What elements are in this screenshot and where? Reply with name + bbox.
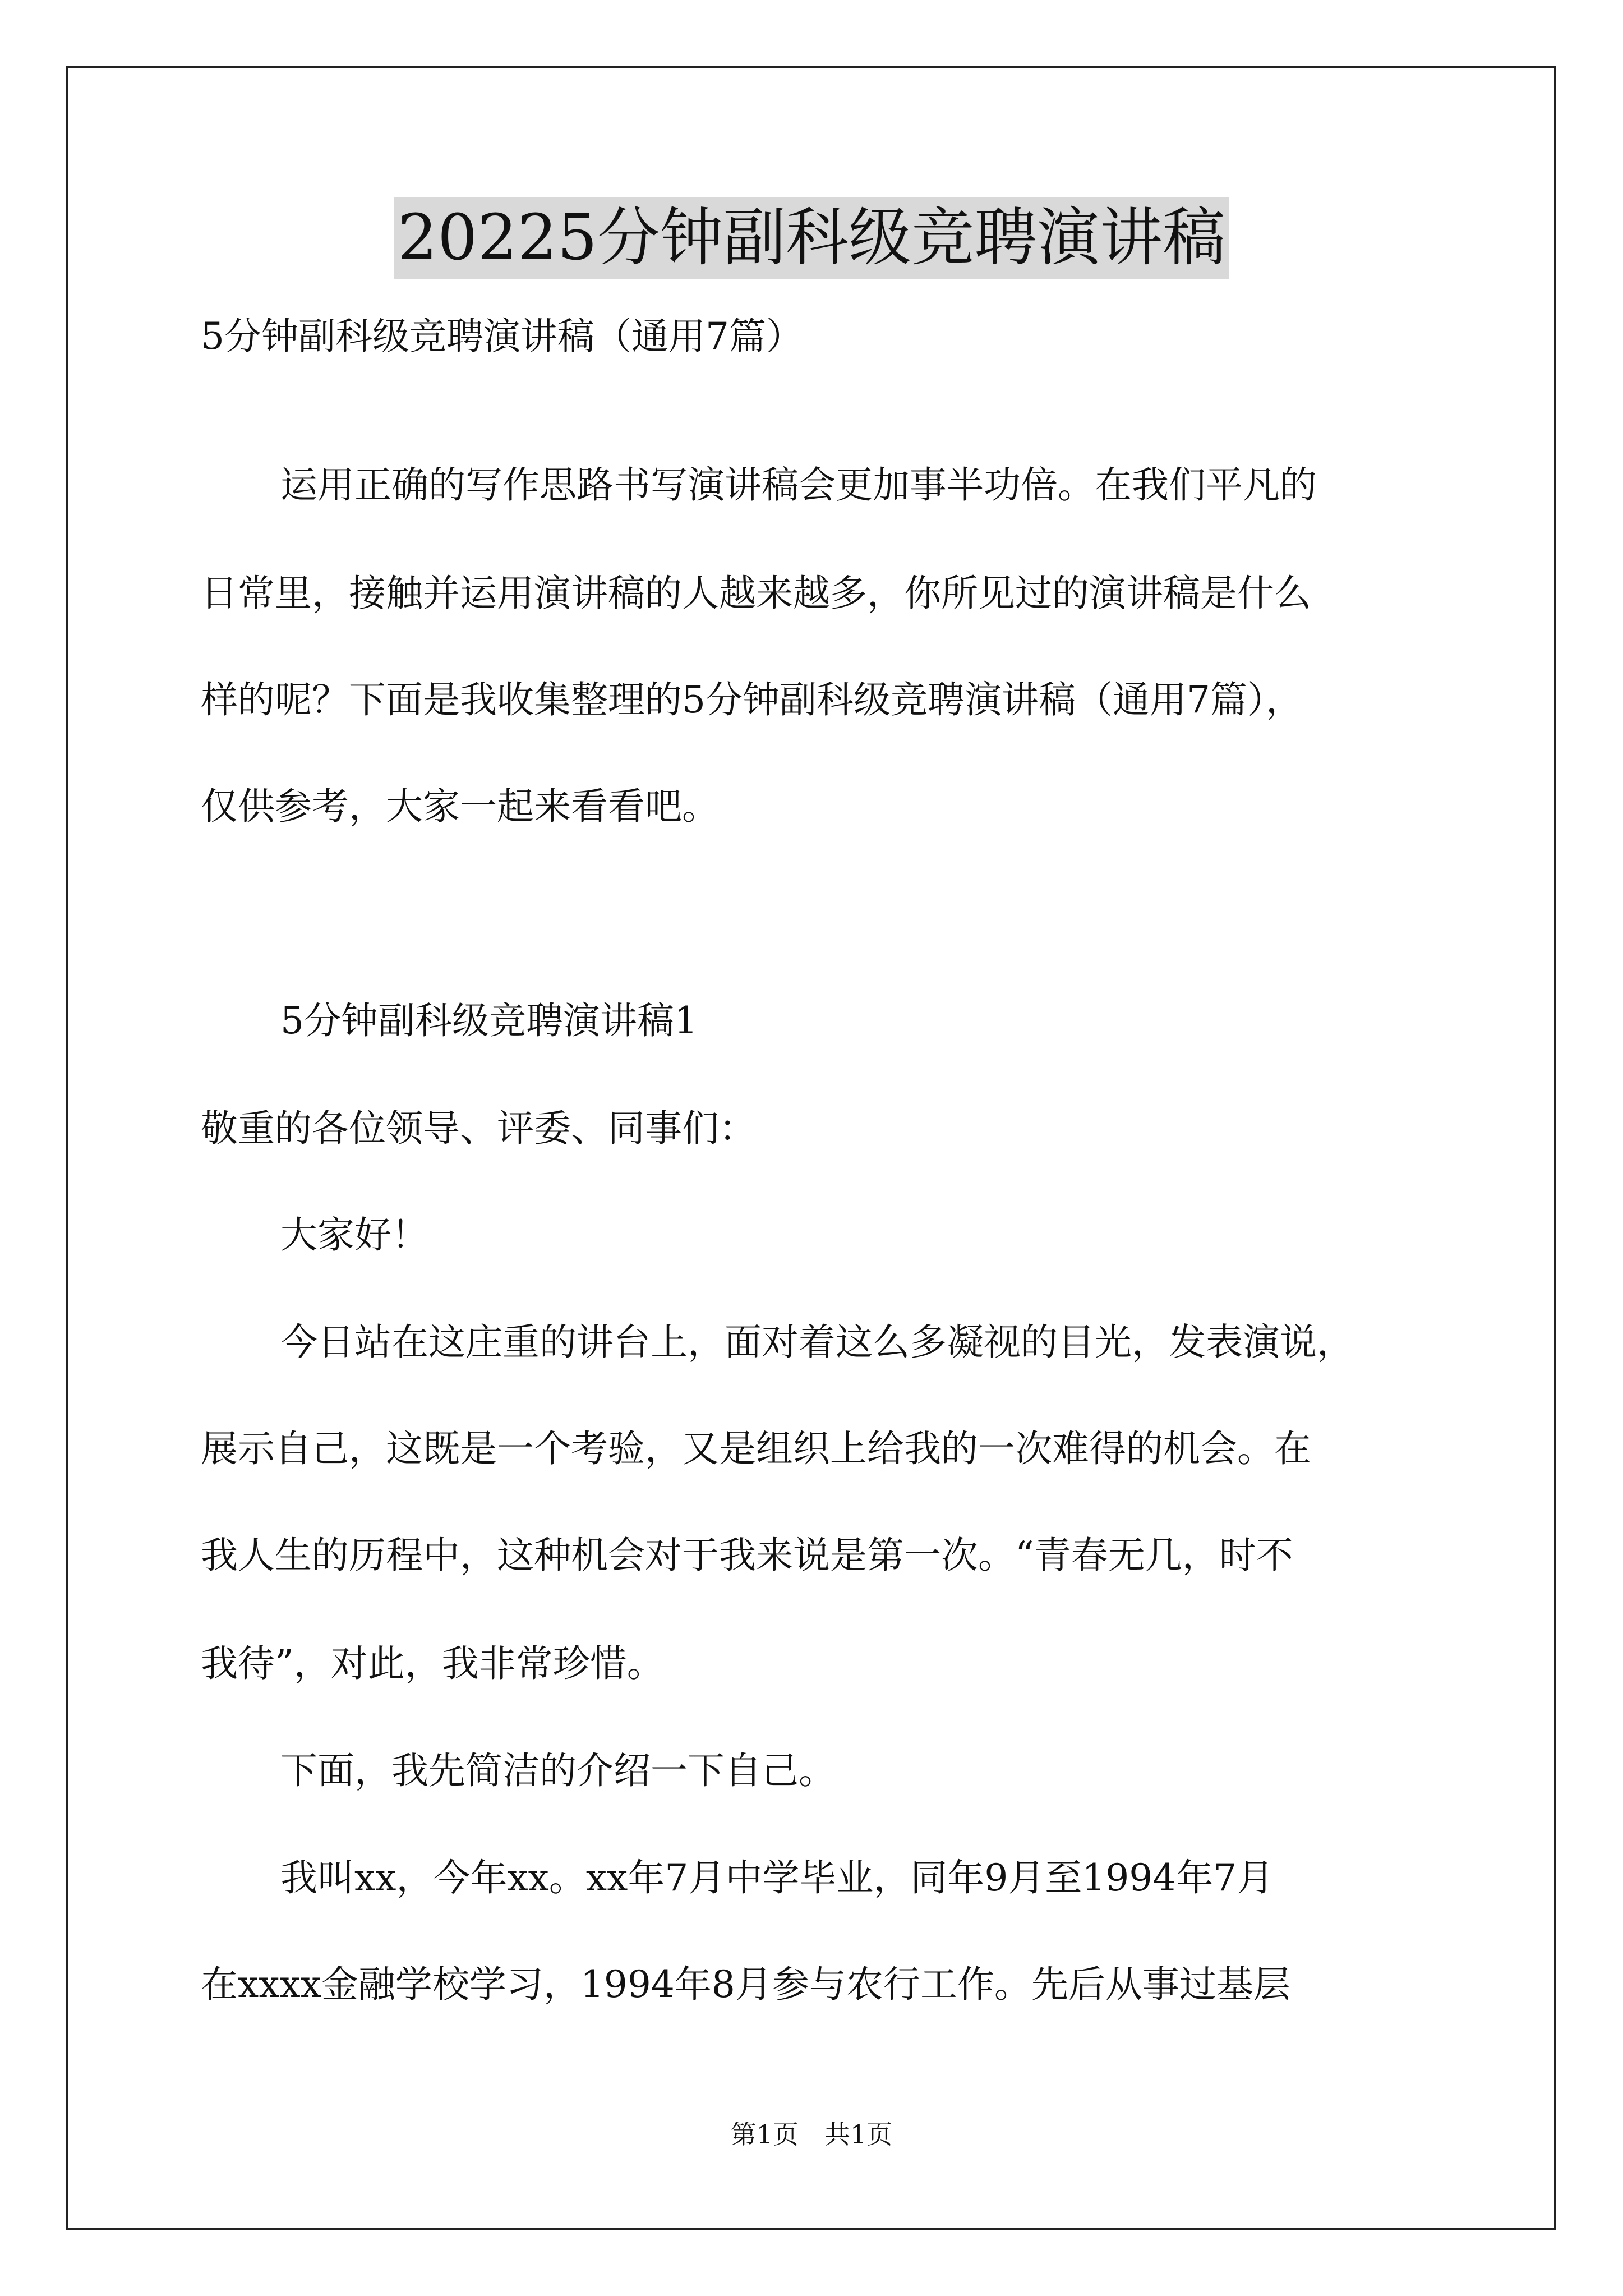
paragraph-line: 我待”，对此，我非常珍惜。: [201, 1642, 664, 1685]
paragraph-line: 今日站在这庄重的讲台上，面对着这么多凝视的目光，发表演说，: [280, 1320, 1354, 1364]
paragraph-line: 在xxxx金融学校学习，1994年8月参与农行工作。先后从事过基层: [201, 1963, 1290, 2006]
paragraph-line: 我叫xx，今年xx。xx年7月中学毕业，同年9月至1994年7月: [280, 1856, 1274, 1899]
greeting-line: 大家好！: [280, 1213, 428, 1257]
paragraph-line: 我人生的历程中，这种机会对于我来说是第一次。“青春无几，时不: [201, 1534, 1293, 1577]
subtitle-line: 5分钟副科级竞聘演讲稿（通用7篇）: [201, 315, 803, 358]
paragraph-line: 样的呢？下面是我收集整理的5分钟副科级竞聘演讲稿（通用7篇），: [201, 678, 1303, 721]
title-container: [0, 197, 1623, 279]
page-footer: 第1页 共1页: [730, 2119, 893, 2150]
paragraph-line: 展示自己，这既是一个考验，又是组织上给我的一次难得的机会。在: [201, 1427, 1311, 1470]
section-heading: 5分钟副科级竞聘演讲稿1: [280, 999, 698, 1042]
paragraph-line: 运用正确的写作思路书写演讲稿会更加事半功倍。在我们平凡的: [280, 463, 1317, 507]
salutation-line: 敬重的各位领导、评委、同事们：: [201, 1107, 756, 1150]
document-title: 20225分钟副科级竞聘演讲稿: [394, 197, 1229, 279]
paragraph-line: 日常里，接触并运用演讲稿的人越来越多，你所见过的演讲稿是什么: [201, 572, 1311, 615]
paragraph-line: 下面，我先简洁的介绍一下自己。: [280, 1749, 836, 1792]
paragraph-line: 仅供参考，大家一起来看看吧。: [201, 785, 719, 828]
